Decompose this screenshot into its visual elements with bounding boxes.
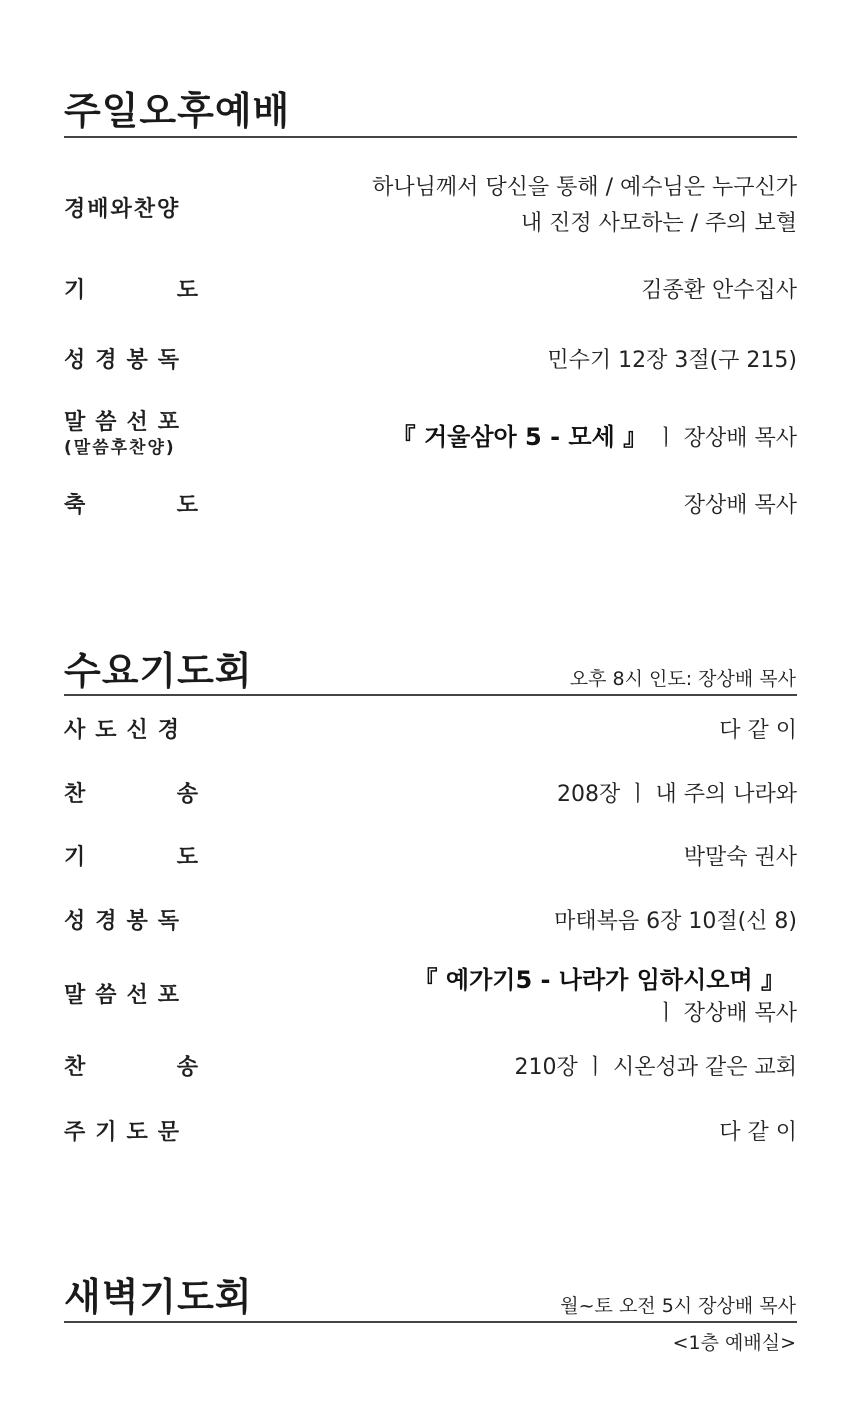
section-divider — [64, 136, 797, 138]
order-row-hymn — [64, 777, 797, 809]
section-divider — [64, 1321, 797, 1323]
label-char: 도 — [176, 845, 198, 870]
label-char: 찬 — [64, 1055, 86, 1080]
order-label: 말씀선포 — [64, 410, 190, 435]
order-row-prayer — [64, 273, 797, 305]
preacher: ㅣ 장상배 목사 — [655, 1001, 797, 1026]
praise-songs-line1: 하나님께서 당신을 통해 / 예수님은 누구신가 — [372, 175, 797, 200]
order-sublabel: (말씀후찬양) — [64, 438, 176, 458]
praise-songs-line2: 내 진정 사모하는 / 주의 보혈 — [520, 211, 797, 236]
label-char: 도 — [176, 278, 198, 303]
order-row-prayer — [64, 840, 797, 872]
sunday-afternoon-title: 주일오후예배 — [64, 89, 291, 133]
wednesday-title: 수요기도회 — [64, 649, 253, 693]
dawn-location: <1층 예배실> — [672, 1332, 796, 1354]
order-row-sermon — [64, 405, 797, 465]
order-value: 다 같 이 — [719, 718, 797, 743]
wednesday-subtitle: 오후 8시 인도: 장상배 목사 — [569, 668, 796, 690]
order-label: 성경봉독 — [64, 348, 190, 373]
order-label: 경배와찬양 — [64, 197, 181, 222]
order-value: 장상배 목사 — [683, 493, 797, 518]
label-char: 송 — [176, 782, 198, 807]
order-row-sermon — [64, 960, 797, 1028]
order-label: 사도신경 — [64, 718, 190, 743]
order-row-benediction — [64, 488, 797, 520]
order-row-creed — [64, 713, 797, 745]
order-value: 208장 ㅣ 내 주의 나라와 — [557, 782, 797, 807]
dawn-subtitle: 월~토 오전 5시 장상배 목사 — [560, 1295, 796, 1317]
order-label — [64, 488, 198, 519]
order-row-scripture — [64, 343, 797, 375]
order-row-scripture — [64, 904, 797, 936]
order-value: 210장 ㅣ 시온성과 같은 교회 — [514, 1055, 797, 1080]
order-label: 주기도문 — [64, 1120, 190, 1145]
order-label — [64, 777, 198, 808]
order-label — [64, 273, 198, 304]
order-row-praise — [64, 170, 797, 242]
order-value — [392, 417, 797, 452]
label-char: 도 — [176, 493, 198, 518]
order-value: 민수기 12장 3절(구 215) — [547, 348, 797, 373]
order-value: 마태복음 6장 10절(신 8) — [554, 909, 797, 934]
order-label — [64, 1050, 198, 1081]
order-value: 박말숙 권사 — [683, 845, 797, 870]
order-row-lords-prayer — [64, 1115, 797, 1147]
preacher: ㅣ 장상배 목사 — [655, 426, 797, 451]
sermon-title: 『 예가기5 - 나라가 임하시오며 』 — [413, 966, 785, 994]
order-label — [64, 840, 198, 871]
order-row-closing-hymn — [64, 1050, 797, 1082]
label-char: 기 — [64, 845, 86, 870]
section-divider — [64, 694, 797, 696]
label-char: 기 — [64, 278, 86, 303]
label-char: 찬 — [64, 782, 86, 807]
sermon-title: 『 거울삼아 5 - 모세 』 — [391, 423, 648, 451]
order-label: 성경봉독 — [64, 909, 190, 934]
label-char: 송 — [176, 1055, 198, 1080]
label-char: 축 — [64, 493, 86, 518]
order-value: 다 같 이 — [719, 1120, 797, 1145]
order-label: 말씀선포 — [64, 983, 190, 1008]
order-value — [372, 170, 797, 242]
dawn-title: 새벽기도회 — [64, 1275, 253, 1319]
order-value: 김종환 안수집사 — [641, 278, 797, 303]
